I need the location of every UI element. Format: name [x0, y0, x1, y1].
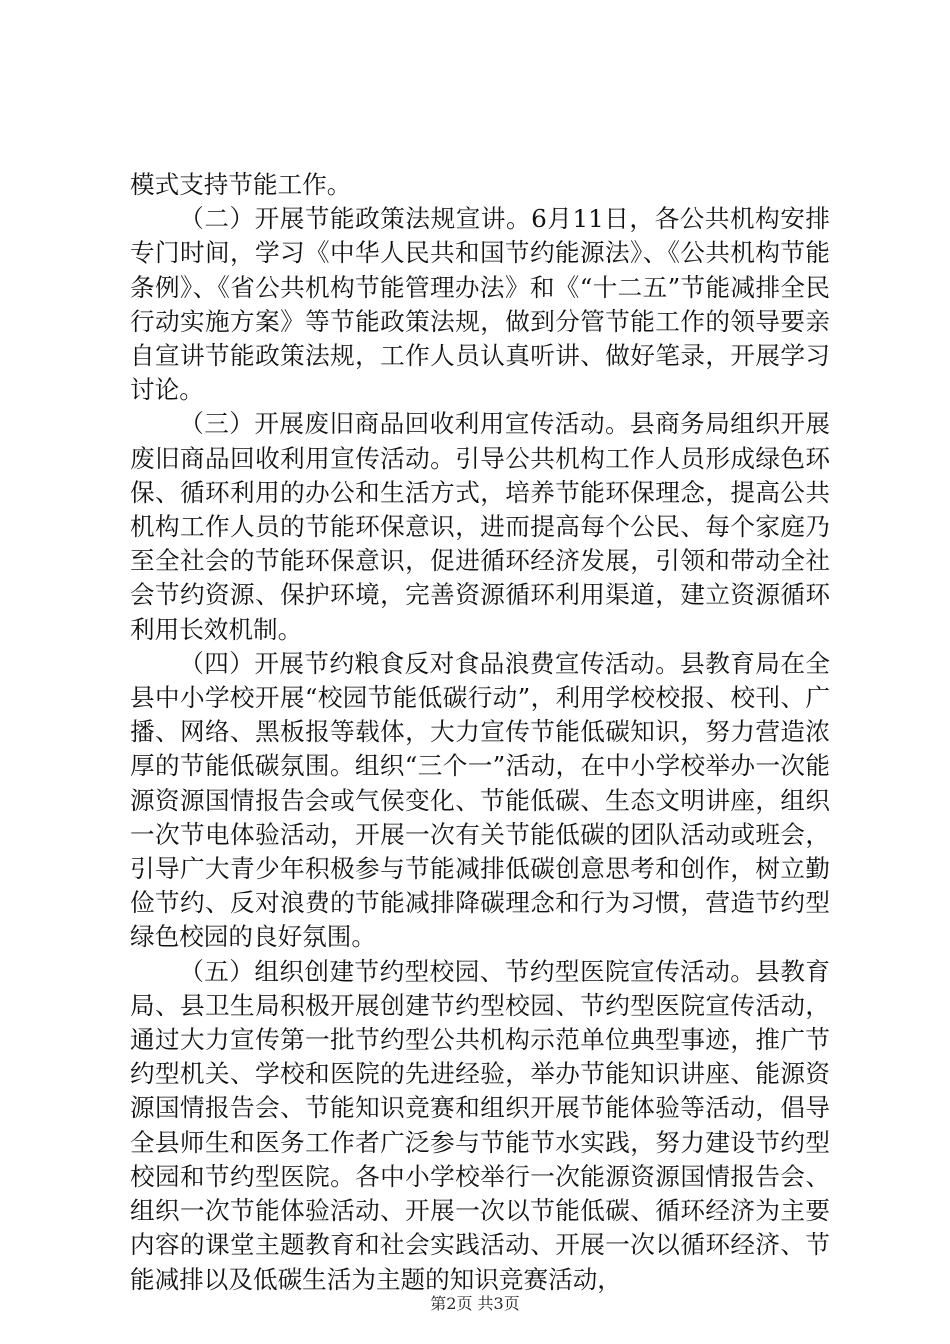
page-number-footer: 第2页 共3页 — [430, 1294, 520, 1313]
paragraph-section-3: （三）开展废旧商品回收利用宣传活动。县商务局组织开展废旧商品回收利用宣传活动。引导公共机构工作人员形成绿色环保、循环利用的办公和生活方式，培养节能环保理念，提高公共机构工作人员的节能环保意识，进而提高每个公民、每个家庭乃至全社会的节能环保意识，促进循环经济发展，引领和带动全社会节约资源、保护环境，完善资源循环利用渠道，建立资源循环利用长效机制。 — [130, 409, 830, 644]
paragraph-section-2: （二）开展节能政策法规宣讲。6月11日，各公共机构安排专门时间，学习《中华人民共和国节约能源法》、《公共机构节能条例》、《省公共机构节能管理办法》和《“十二五”节能减排全民行动实施方案》等节能政策法规，做到分管节能工作的领导要亲自宣讲节能政策法规，工作人员认真听讲、做好笔录，开展学习讨论。 — [130, 204, 830, 405]
paragraph-continuation: 模式支持节能工作。 — [130, 170, 352, 199]
paragraph-section-4: （四）开展节约粮食反对食品浪费宣传活动。县教育局在全县中小学校开展“校园节能低碳行动”，利用学校校报、校刊、广播、网络、黑板报等载体，大力宣传节能低碳知识，努力营造浓厚的节能低碳氛围。组织“三个一”活动，在中小学校举办一次能源资源国情报告会或气侯变化、节能低碳、生态文明讲座，组织一次节电体验活动，开展一次有关节能低碳的团队活动或班会，引导广大青少年积极参与节能减排低碳创意思考和创作，树立勤俭节约、反对浪费的节能减排降碳理念和行为习惯，营造节约型绿色校园的良好氛围。 — [130, 648, 830, 952]
paragraph-section-5: （五）组织创建节约型校园、节约型医院宣传活动。县教育局、县卫生局积极开展创建节约型校园、节约型医院宣传活动，通过大力宣传第一批节约型公共机构示范单位典型事迹，推广节约型机关、学校和医院的先进经验，举办节能知识讲座、能源资源国情报告会、节能知识竞赛和组织开展节能体验等活动，倡导全县师生和医务工作者广泛参与节能节水实践，努力建设节约型校园和节约型医院。各中小学校举行一次能源资源国情报告会、组织一次节能体验活动、开展一次以节能低碳、循环经济为主要内容的课堂主题教育和社会实践活动、开展一次以循环经济、节能减排以及低碳生活为主题的知识竞赛活动， — [130, 956, 830, 1294]
document-body — [130, 168, 830, 1297]
